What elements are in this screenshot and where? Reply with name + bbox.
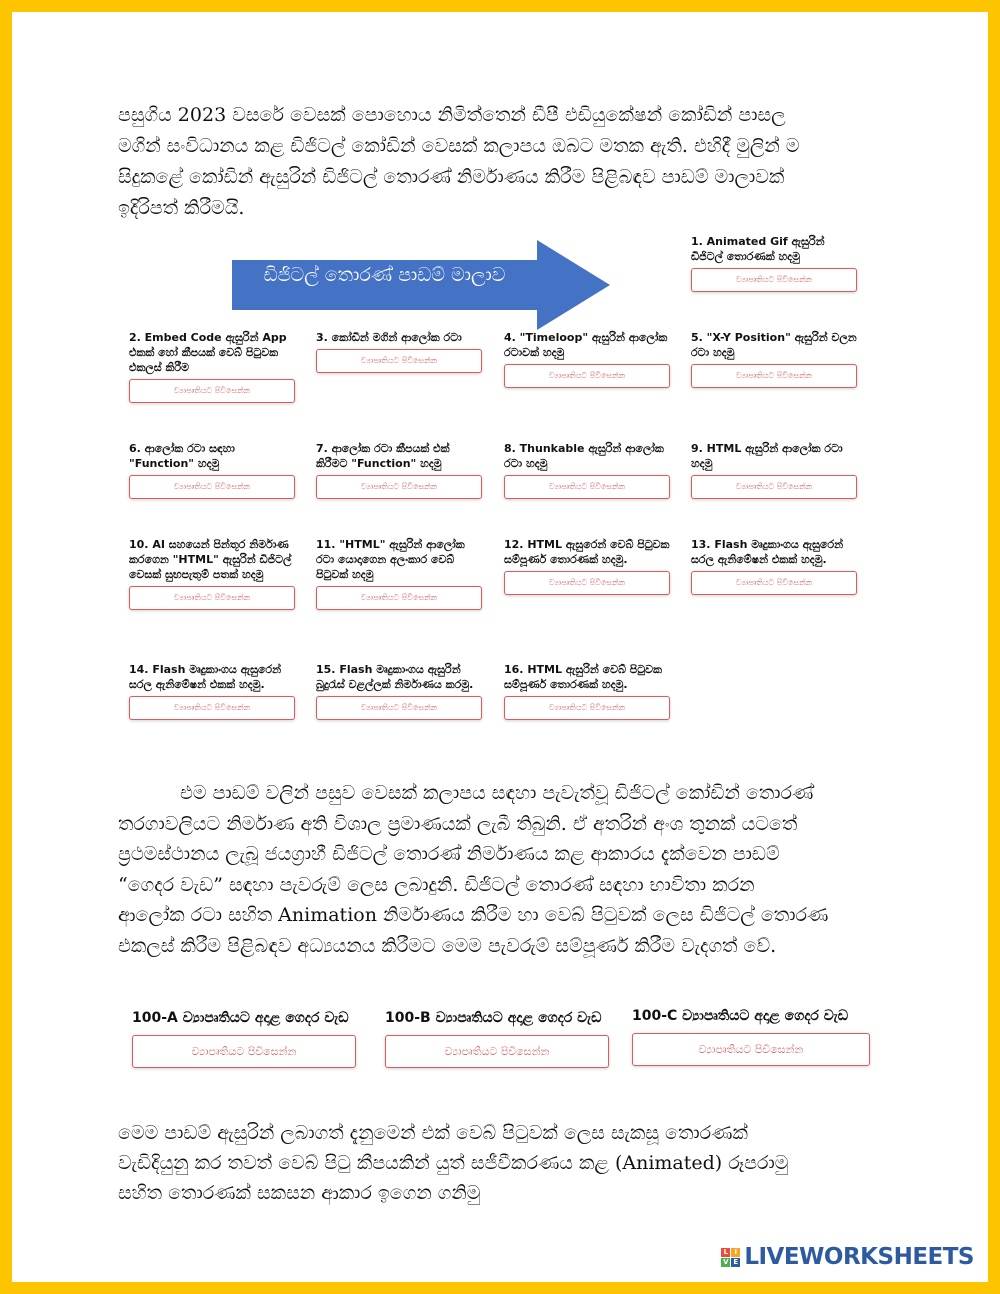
lesson-5-button[interactable]: ව්‍යාපෘතියට පිවිසෙන්න bbox=[691, 364, 857, 388]
lesson-card-7 bbox=[316, 441, 484, 499]
lesson-6-button[interactable]: ව්‍යාපෘතියට පිවිසෙන්න bbox=[129, 475, 295, 499]
closing-line: මෙම පාඩම් ඇසුරින් ලබාගත් දැනුමෙන් එක් වෙබ් පිටුවක් ලෙස සැකසූ තොරණක් bbox=[118, 1122, 748, 1144]
lesson-label: 10. AI සහයෙන් පින්තූර නිර්මාණ කරගෙන "HTML" ඇසුරින් ඩිජිටල් වෙසක් සුභපැතුම් පතක් හදමු bbox=[129, 538, 292, 581]
homework-card-c bbox=[632, 1006, 878, 1066]
homework-card-a bbox=[132, 1008, 362, 1068]
lesson-card-14 bbox=[129, 662, 297, 720]
middle-paragraph bbox=[118, 778, 918, 961]
lesson-label: 3. කෝඩින් මගින් ආලෝක රටා bbox=[316, 331, 462, 344]
closing-paragraph bbox=[118, 1118, 918, 1208]
intro-line: ඉදිරිපත් කිරීමයි. bbox=[118, 197, 245, 219]
lesson-14-button[interactable]: ව්‍යාපෘතියට පිවිසෙන්න bbox=[129, 696, 295, 720]
lesson-label: 12. HTML ඇසුරෙන් වෙබ් පිටුවක සම්පූර්ණ තොරණක් හදමු. bbox=[504, 538, 670, 566]
lesson-label: 16. HTML ඇසුරින් වෙබ් පිටුවක සම්පූර්ණ තොරණක් හදමු. bbox=[504, 663, 662, 691]
logo-letter: L bbox=[721, 1248, 730, 1257]
lesson-label: 4. "Timeloop" ඇසුරින් ආලෝක රටාවක් හදමු bbox=[504, 331, 668, 359]
lesson-11-button[interactable]: ව්‍යාපෘතියට පිවිසෙන්න bbox=[316, 586, 482, 610]
lesson-label: 8. Thunkable ඇසුරින් ආලෝක රටා හදමු bbox=[504, 442, 664, 470]
logo-text: LIVEWORKSHEETS bbox=[744, 1244, 974, 1270]
logo-mark-icon bbox=[721, 1248, 740, 1267]
homework-label: 100-A ව්‍යාපෘතියට අදාළ ගෙදර වැඩ bbox=[132, 1010, 349, 1026]
homework-a-button[interactable]: ව්‍යාපෘතියට පිවිසෙන්න bbox=[132, 1035, 356, 1068]
closing-line: සහිත තොරණක් සකසන ආකාර ඉගෙන ගනිමු bbox=[118, 1182, 481, 1204]
lesson-card-1 bbox=[691, 234, 859, 292]
lesson-label: 13. Flash මෘදුකාංගය ඇසුරෙන් සරල ඇනිමේෂන් එකක් හදමු. bbox=[691, 538, 844, 566]
intro-paragraph bbox=[118, 100, 918, 224]
logo-letter: I bbox=[731, 1248, 740, 1257]
lesson-label: 9. HTML ඇසුරින් ආලෝක රටා හදමු bbox=[691, 442, 843, 470]
lesson-label: 7. ආලෝක රටා කීපයක් එක් කිරීමට "Function" හදමු bbox=[316, 442, 450, 470]
middle-line: ආලෝක රටා සහිත Animation නිර්මාණය කිරීම හා වෙබ් පිටුවක් ලෙස ඩිජිටල් තොරණ bbox=[118, 904, 829, 926]
lesson-label: 14. Flash මෘදුකාංගය ඇසුරෙන් සරල ඇනිමේෂන් එකක් හදමු. bbox=[129, 663, 282, 691]
lesson-8-button[interactable]: ව්‍යාපෘතියට පිවිසෙන්න bbox=[504, 475, 670, 499]
lesson-10-button[interactable]: ව්‍යාපෘතියට පිවිසෙන්න bbox=[129, 586, 295, 610]
lesson-card-12 bbox=[504, 537, 672, 595]
intro-line: මගින් සංවිධානය කළ ඩිජිටල් කෝඩින් වෙසක් කලාපය ඔබට මතක ඇති. එහිදී මුලින් ම bbox=[118, 135, 800, 157]
lesson-label: 1. Animated Gif ඇසුරින් ඩිජිටල් තොරණක් හදමු bbox=[691, 235, 825, 263]
lesson-label: 5. "X-Y Position" ඇසුරින් චලන රටා හදමු bbox=[691, 331, 857, 359]
lesson-card-15 bbox=[316, 662, 484, 720]
lesson-card-2 bbox=[129, 330, 297, 403]
lesson-card-6 bbox=[129, 441, 297, 499]
banner-title: ඩිජිටල් තොරණ් පාඩම් මාලාව bbox=[263, 264, 506, 286]
lesson-card-9 bbox=[691, 441, 859, 499]
lesson-card-13 bbox=[691, 537, 859, 595]
lesson-card-16 bbox=[504, 662, 672, 720]
lesson-card-11 bbox=[316, 537, 484, 610]
lesson-card-3 bbox=[316, 330, 484, 373]
intro-line: පසුගිය 2023 වසරේ වෙසක් පොහොය නිමිත්තෙන් ඩීපී එඩියුකේෂන් කෝඩින් පාසල bbox=[118, 104, 786, 126]
lesson-15-button[interactable]: ව්‍යාපෘතියට පිවිසෙන්න bbox=[316, 696, 482, 720]
lesson-13-button[interactable]: ව්‍යාපෘතියට පිවිසෙන්න bbox=[691, 571, 857, 595]
lesson-3-button[interactable]: ව්‍යාපෘතියට පිවිසෙන්න bbox=[316, 349, 482, 373]
homework-c-button[interactable]: ව්‍යාපෘතියට පිවිසෙන්න bbox=[632, 1033, 870, 1066]
logo-letter: V bbox=[723, 1257, 729, 1266]
lesson-label: 11. "HTML" ඇසුරින් ආලෝක රටා යොදාගෙන අලංකාර වෙබ් පිටුවක් හදමු bbox=[316, 538, 465, 581]
middle-line: ප්‍රථමස්ථානය ලැබූ ජයග්‍රාහී ඩිජිටල් තොරණ් නිර්මාණය කළ ආකාරය දැක්වෙන පාඩම් bbox=[118, 843, 780, 865]
lesson-2-button[interactable]: ව්‍යාපෘතියට පිවිසෙන්න bbox=[129, 379, 295, 403]
homework-b-button[interactable]: ව්‍යාපෘතියට පිවිසෙන්න bbox=[385, 1035, 609, 1068]
lesson-label: 6. ආලෝක රටා සඳහා "Function" හදමු bbox=[129, 442, 235, 470]
lesson-card-8 bbox=[504, 441, 672, 499]
middle-line: එකලස් කිරීම පිළිබඳව අධ්‍යයනය කිරීමට මෙම පැවරුම් සම්පූර්ණ කිරීම වැදගත් වේ. bbox=[118, 934, 777, 957]
lesson-card-4 bbox=[504, 330, 672, 388]
lesson-1-button[interactable]: ව්‍යාපෘතියට පිවිසෙන්න bbox=[691, 268, 857, 292]
lesson-label: 2. Embed Code ඇසුරින් App එකක් හෝ කීපයක් වෙබ් පිටුවක එකලස් කිරීම bbox=[129, 331, 287, 374]
lesson-12-button[interactable]: ව්‍යාපෘතියට පිවිසෙන්න bbox=[504, 571, 670, 595]
intro-line: සිදුකළේ කෝඩින් ඇසුරින් ඩිජිටල් තොරණ් නිර්මාණය කිරීම පිළිබඳව පාඩම් මාලාවක් bbox=[118, 166, 785, 188]
middle-line: “ගෙදර වැඩ” සඳහා පැවරුම් ලෙස ලබාදුනි. ඩිජිටල් තොරණ් සඳහා භාවිතා කරන bbox=[118, 873, 755, 896]
middle-line: එම පාඩම් වලින් පසුව වෙසක් කලාපය සඳහා පැවැත්වූ ඩිජිටල් කෝඩින් තොරණ් bbox=[180, 782, 814, 804]
lesson-card-5 bbox=[691, 330, 859, 388]
logo-letter: E bbox=[731, 1258, 740, 1267]
closing-line: වැඩිදියුනු කර තවත් වෙබ් පිටු කීපයකින් යුත් සජීවීකරණය කළ (Animated) රූපරාමු bbox=[118, 1152, 789, 1174]
lesson-4-button[interactable]: ව්‍යාපෘතියට පිවිසෙන්න bbox=[504, 364, 670, 388]
middle-line: තරගාවලියට නිර්මාණ අති විශාල ප්‍රමාණයක් ලැබී තිබුනි. ඒ අතරින් අංශ තුනක් යටතේ bbox=[118, 812, 798, 835]
lesson-card-10 bbox=[129, 537, 297, 610]
homework-label: 100-B ව්‍යාපෘතියට අදාළ ගෙදර වැඩ bbox=[385, 1010, 602, 1026]
lesson-9-button[interactable]: ව්‍යාපෘතියට පිවිසෙන්න bbox=[691, 475, 857, 499]
homework-card-b bbox=[385, 1008, 615, 1068]
lesson-label: 15. Flash මෘදුකාංගය ඇසුරින් බුදුරැස් වළල්ලක් නිර්මාණය කරමු. bbox=[316, 663, 474, 691]
homework-label: 100-C ව්‍යාපෘතියට අදාළ ගෙදර වැඩ bbox=[632, 1008, 849, 1024]
liveworksheets-logo bbox=[721, 1244, 974, 1270]
lesson-7-button[interactable]: ව්‍යාපෘතියට පිවිසෙන්න bbox=[316, 475, 482, 499]
lesson-16-button[interactable]: ව්‍යාපෘතියට පිවිසෙන්න bbox=[504, 696, 670, 720]
